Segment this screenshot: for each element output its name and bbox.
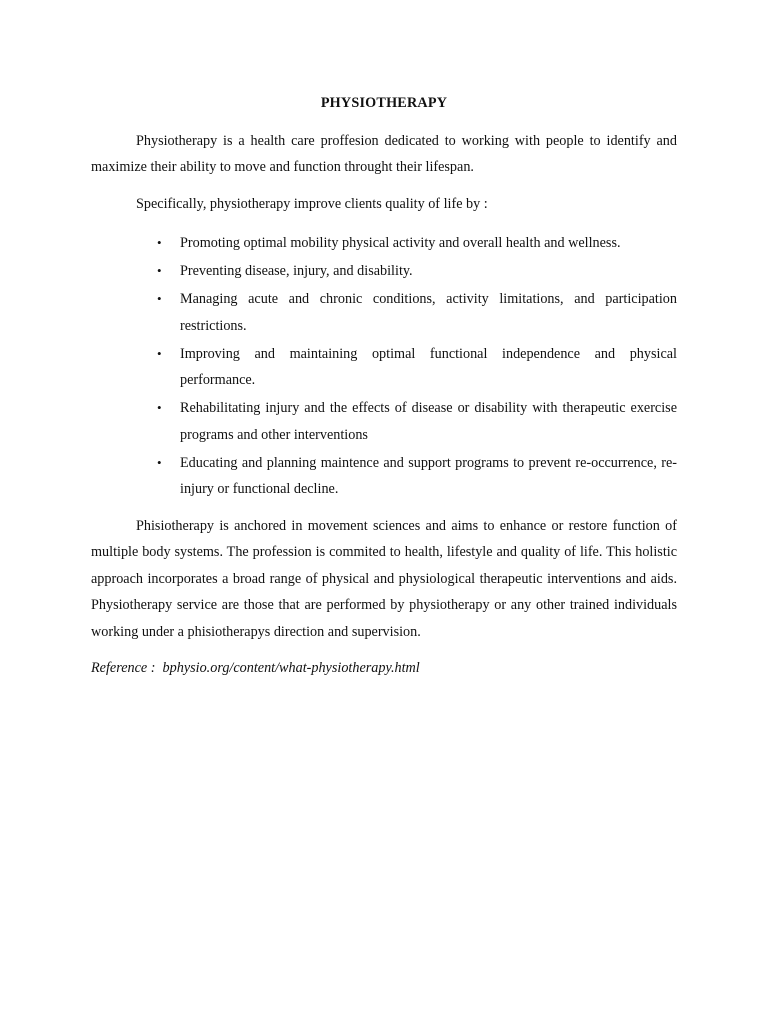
list-item — [91, 395, 677, 448]
list-item — [91, 230, 677, 257]
document-title: PHYSIOTHERAPY — [320, 95, 448, 111]
closing-paragraph: Phisiotherapy is anchored in movement sciences and aims to enhance or restore function of multiple body systems. The profession is commited to health, lifestyle and quality of life. This holistic approach incorporates a broad range of physical and physiological therapeutic interventions and aids. Physiotherapy service are those that are performed by physiotherapy or any other trained individuals working under a phisiotherapys direction and supervision. — [91, 517, 677, 640]
list-intro-paragraph: Specifically, physiotherapy improve clients quality of life by : — [136, 195, 488, 212]
bullet-icon: • — [157, 291, 162, 306]
bullet-icon: • — [157, 345, 162, 361]
bullet-icon: • — [157, 235, 162, 250]
list-item — [91, 286, 677, 339]
bullet-icon: • — [157, 454, 162, 470]
bullet-icon: • — [157, 263, 162, 278]
list-item — [91, 450, 677, 503]
document-body — [91, 90, 677, 682]
list-item-text: Managing acute and chronic conditions, activity limitations, and participation restrictions. — [180, 291, 677, 334]
list-item-text: Promoting optimal mobility physical activity and overall health and wellness. — [180, 235, 621, 251]
intro-paragraph: Physiotherapy is a health care proffesion dedicated to working with people to identify and maximize their ability to move and function throught their lifespan. — [91, 132, 677, 175]
bullet-icon: • — [157, 400, 162, 415]
list-item-text: Preventing disease, injury, and disability. — [180, 263, 413, 279]
reference-line: Reference : bphysio.org/content/what-physiotherapy.html — [91, 660, 420, 676]
benefits-list — [91, 230, 677, 503]
list-item-text: Educating and planning maintence and support programs to prevent re-occurrence, re-injury or functional decline. — [180, 454, 677, 497]
list-item — [91, 341, 677, 394]
list-item-text: Rehabilitating injury and the effects of disease or disability with therapeutic exercise programs and other interventions — [180, 400, 677, 443]
list-item — [91, 258, 677, 285]
list-item-text: Improving and maintaining optimal functional independence and physical performance. — [180, 345, 677, 388]
